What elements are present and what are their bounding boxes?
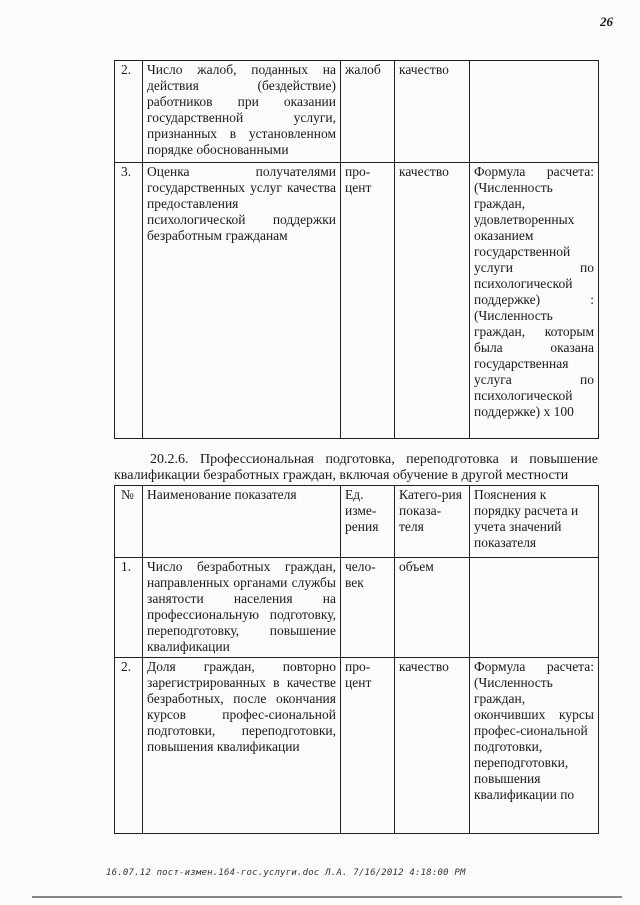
header-explanation: Пояснения к порядку расчета и учета значений показателя bbox=[470, 486, 599, 558]
table-row bbox=[115, 658, 599, 834]
unit-of-measure: чело-век bbox=[341, 558, 395, 658]
section-heading-line-2: квалификации безработных граждан, включая обучение в другой местности bbox=[114, 468, 569, 483]
table-header-row bbox=[115, 486, 599, 558]
calculation-explanation bbox=[470, 61, 599, 163]
row-number: 1. bbox=[115, 558, 143, 658]
unit-of-measure: жалоб bbox=[341, 61, 395, 163]
page-bottom-rule bbox=[32, 896, 622, 898]
table-row bbox=[115, 163, 599, 439]
row-number: 2. bbox=[115, 61, 143, 163]
header-number: № bbox=[115, 486, 143, 558]
table-row bbox=[115, 61, 599, 163]
header-category: Катего-рия показа-теля bbox=[395, 486, 470, 558]
indicator-category: качество bbox=[395, 658, 470, 834]
indicator-category: качество bbox=[395, 61, 470, 163]
unit-of-measure: про-цент bbox=[341, 658, 395, 834]
indicator-category: качество bbox=[395, 163, 470, 439]
row-number: 2. bbox=[115, 658, 143, 834]
table-row bbox=[115, 558, 599, 658]
indicator-name: Число безработных граждан, направленных органами службы занятости населения на профессиональную подготовку, переподготовку, повышение квалификации bbox=[143, 558, 341, 658]
indicator-table-continued bbox=[114, 60, 599, 439]
calculation-explanation bbox=[470, 558, 599, 658]
indicator-name: Число жалоб, поданных на действия (бездействие) работников при оказании государственной услуги, признанных в установленном порядке обоснованными bbox=[143, 61, 341, 163]
indicator-category: объем bbox=[395, 558, 470, 658]
calculation-explanation: Формула расчета: (Численность граждан, удовлетворенных оказанием государственной услуги по психологической поддержке) : (Численность граждан, которым была оказана государственная услуга по психологической поддержке) x 100 bbox=[470, 163, 599, 439]
row-number: 3. bbox=[115, 163, 143, 439]
section-heading-line-1: 20.2.6. Профессиональная подготовка, переподготовка и повышение bbox=[150, 452, 598, 467]
indicator-name: Доля граждан, повторно зарегистрированных в качестве безработных, после окончания курсов профес-сиональной подготовки, переподготовки, повышения квалификации bbox=[143, 658, 341, 834]
indicator-table bbox=[114, 485, 599, 834]
page-number: 26 bbox=[600, 14, 613, 29]
header-unit: Ед. изме-рения bbox=[341, 486, 395, 558]
calculation-explanation: Формула расчета: (Численность граждан, окончивших курсы профес-сиональной подготовки, переподготовки, повышения квалификации по bbox=[470, 658, 599, 834]
indicator-name: Оценка получателями государственных услуг качества предоставления психологической поддержки безработным гражданам bbox=[143, 163, 341, 439]
unit-of-measure: про-цент bbox=[341, 163, 395, 439]
header-indicator-name: Наименование показателя bbox=[143, 486, 341, 558]
section-heading bbox=[114, 452, 598, 484]
document-footer: 16.07.12 пост-измен.164-гос.услуги.doc Л.А. 7/16/2012 4:18:00 PM bbox=[106, 868, 466, 878]
